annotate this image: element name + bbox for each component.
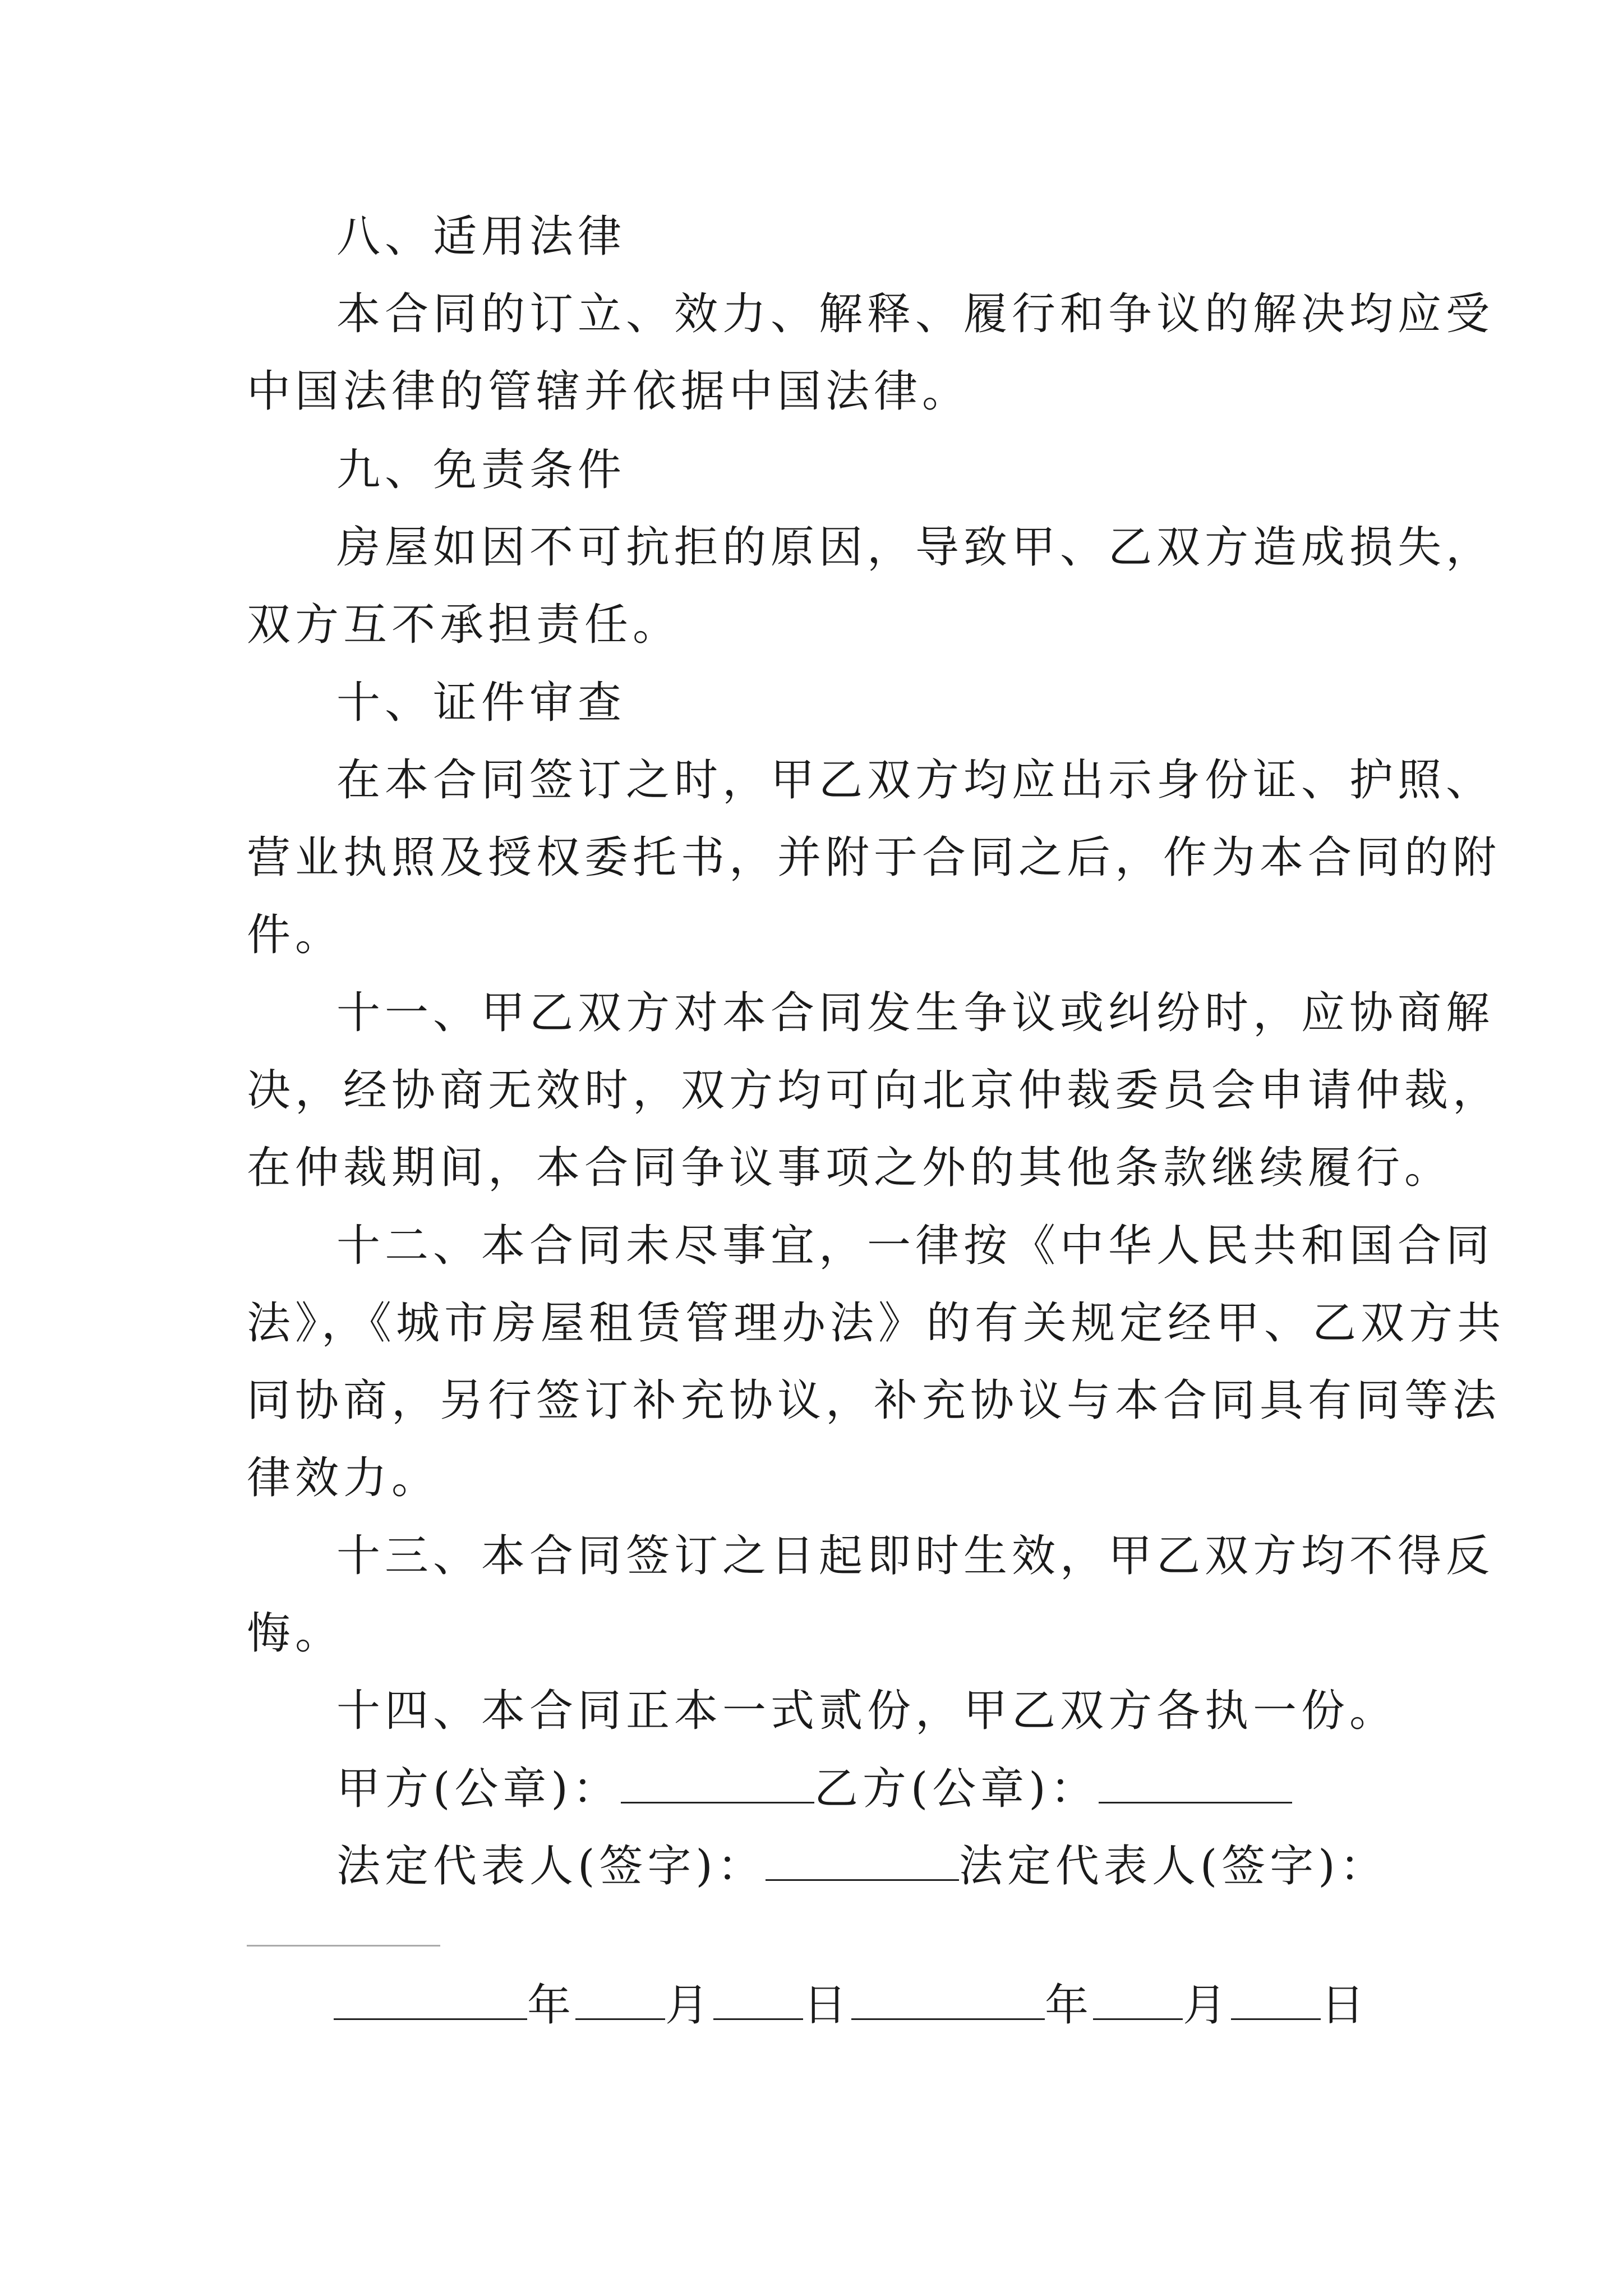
- paragraph-line: 件。: [247, 910, 344, 960]
- paragraph-line: 营业执照及授权委托书，并附于合同之后，作为本合同的附: [247, 832, 1501, 883]
- paragraph-line: 十二、本合同未尽事宜，一律按《中华人民共和国合同: [336, 1221, 1495, 1271]
- paragraph-line: 十四、本合同正本一式贰份，甲乙双方各执一份。: [336, 1686, 1398, 1736]
- paragraph-line: 十一、甲乙双方对本合同发生争议或纠纷时，应协商解: [336, 988, 1495, 1038]
- date-line: [334, 1977, 1369, 2033]
- paragraph-line: 中国法律的管辖并依据中国法律。: [247, 366, 971, 417]
- party-b-seal-label: 乙方(公章)：: [814, 1764, 1099, 1814]
- party-b-seal-blank[interactable]: [1099, 1763, 1292, 1803]
- month-blank-b[interactable]: [1093, 1979, 1183, 2020]
- party-a-seal-blank[interactable]: [621, 1763, 814, 1803]
- year-blank-b[interactable]: [851, 1979, 1045, 2020]
- paragraph-line: 法》，《城市房屋租赁管理办法》的有关规定经甲、乙双方共: [247, 1298, 1506, 1349]
- heading-document-review: 十、证件审查: [336, 678, 626, 728]
- party-b-rep-label: 法定代表人(签字)：: [958, 1841, 1388, 1892]
- heading-applicable-law: 八、适用法律: [336, 211, 626, 262]
- party-a-seal-label: 甲方(公章)：: [336, 1764, 621, 1814]
- year-label-b: 年: [1045, 1980, 1094, 2031]
- party-b-rep-blank[interactable]: [247, 1945, 440, 1947]
- month-blank-a[interactable]: [575, 1979, 665, 2020]
- party-a-rep-blank[interactable]: [766, 1840, 959, 1881]
- paragraph-line: 悔。: [247, 1608, 344, 1659]
- paragraph-line: 在仲裁期间，本合同争议事项之外的其他条款继续履行。: [247, 1143, 1453, 1193]
- paragraph-line: 律效力。: [247, 1453, 440, 1503]
- paragraph-line: 在本合同签订之时，甲乙双方均应出示身份证、护照、: [336, 755, 1495, 806]
- paragraph-line: 同协商，另行签订补充协议，补充协议与本合同具有同等法: [247, 1375, 1501, 1426]
- year-blank-a[interactable]: [334, 1979, 527, 2020]
- paragraph-line: 决，经协商无效时，双方均可向北京仲裁委员会申请仲裁，: [247, 1065, 1501, 1116]
- paragraph-line: 十三、本合同签订之日起即时生效，甲乙双方均不得反: [336, 1531, 1495, 1581]
- day-label-b: 日: [1321, 1980, 1370, 2031]
- heading-exemption: 九、免责条件: [336, 445, 626, 495]
- month-label-a: 月: [665, 1980, 714, 2031]
- paragraph-line: 双方互不承担责任。: [247, 600, 681, 650]
- party-a-rep-label: 法定代表人(签字)：: [336, 1841, 766, 1892]
- seal-line: [336, 1761, 1292, 1817]
- year-label-a: 年: [527, 1980, 576, 2031]
- day-label-a: 日: [803, 1980, 852, 2031]
- representative-line: [336, 1838, 1388, 1894]
- paragraph-line: 房屋如因不可抗拒的原因，导致甲、乙双方造成损失，: [336, 522, 1495, 573]
- day-blank-a[interactable]: [713, 1979, 803, 2020]
- day-blank-b[interactable]: [1231, 1979, 1321, 2020]
- month-label-b: 月: [1183, 1980, 1232, 2031]
- paragraph-line: 本合同的订立、效力、解释、履行和争议的解决均应受: [336, 289, 1495, 339]
